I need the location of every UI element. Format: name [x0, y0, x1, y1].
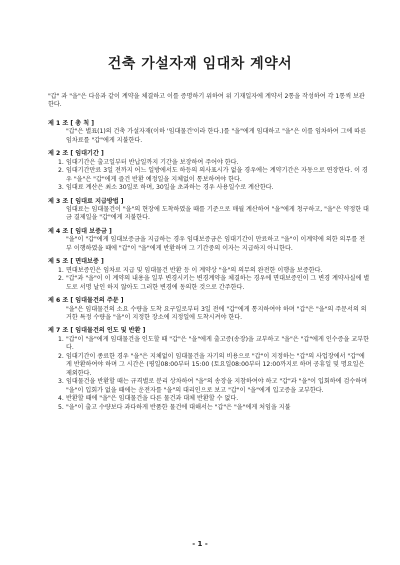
article-heading: 제 7 조 [ 임대물건의 인도 및 반환 ]	[48, 327, 146, 335]
list-item	[48, 167, 370, 184]
item-text: 임대기간은 출고일부터 반납일까지 기간을 보장하여 주어야 한다.	[66, 158, 239, 166]
item-text: 임대기간만료 3일 전까지 어느 일방에서도 하등의 의사표시가 없을 경우에는 계약기간은 자동으로 연장한다. 이 경우 "을"은 "갑"에게 즐건 반환 예정일을 지체없이 통보하여야 한다.	[66, 167, 368, 183]
article-heading: 제 4 조 [ 임대 보증금 ]	[48, 227, 112, 235]
list-item	[48, 267, 370, 275]
item-number: 5.	[58, 403, 64, 411]
item-text: 면대보증인은 임차료 지급 및 임대물건 반환 등 이 계약상 "을"의 의무의 완전한 이행을 보증한다.	[66, 266, 323, 274]
item-number: 4.	[58, 395, 64, 403]
list-item	[48, 336, 370, 353]
intro-paragraph: "갑" 과 "을"은 다음과 같이 계약을 체결하고 이를 증명하기 위하여 위 기재일자에 계약서 2통을 작성하여 각 1통씩 보관한다.	[48, 93, 365, 109]
list-item	[48, 275, 370, 292]
article-7	[48, 327, 370, 412]
article-5	[48, 258, 370, 292]
item-number: 2.	[58, 167, 64, 175]
item-number: 3.	[58, 378, 64, 386]
article-6	[48, 297, 370, 322]
item-number: 1.	[58, 158, 64, 166]
item-text: "을"이 출고 수량보다 과다하게 반품한 물건에 대해서는 "갑"은 "을"에게 처임을 지불	[66, 403, 291, 411]
item-number: 1.	[58, 335, 64, 343]
article-heading: 제 5 조 [ 면대보증 ]	[48, 258, 104, 266]
article-paragraph: "을"이 "갑"에게 임대보증금을 지급하는 경우 임대보증금은 임대기간이 만료하고 "을"이 이계약에 의한 의무를 전부 이행하였을 때에 "갑"이 "을"에게 반환하며 그 기간중의 이자는 지급하지 아니한다.	[66, 236, 366, 252]
article-heading: 제 6 조 [ 임대물건의 주문 ]	[48, 297, 124, 305]
article-heading: 제 2 조 [ 임대기간 ]	[48, 150, 104, 158]
list-item	[48, 378, 370, 395]
article-heading: 제 3 조 [ 임대료 지급방법 ]	[48, 197, 124, 205]
list-item	[48, 353, 370, 378]
item-number: 2.	[58, 275, 64, 283]
list-item	[48, 404, 370, 412]
page-number: - 1 -	[192, 540, 208, 548]
item-number: 1.	[58, 266, 64, 274]
item-text: 임대기간이 종료한 경우 "을"은 지체없이 임대물건을 자기의 비용으로 "갑"이 지정하는 "갑"의 사업장에서 "갑"에게 반환하여야 하며 그 시간은 (평일08:00부터 15:00 (토요일08:00부터 12:00까지로 하며 공휴일 및 명요일은 제외한다.	[66, 352, 365, 377]
article-paragraph: "갑"은 별표(1)의 건축 가설자재(이하 '임대물건'이라 한다.)를 "을"에게 임대하고 "을"은 이를 임차하여 그에 따른 임차료를 "갑"에게 지불한다.	[66, 128, 367, 144]
item-number: 2.	[58, 352, 64, 360]
article-2	[48, 150, 370, 192]
document-body	[48, 93, 370, 417]
list-item	[48, 159, 370, 167]
item-text: "갑"과 "을"이 이 계약의 내용을 일부 변경시키는 변경계약을 체결하는 경우에 면대보증인이 그 변경 계약사실에 별도로 서명 날인 하지 않아도 그러한 변경에 동의한 것으로 간주한다.	[66, 275, 370, 291]
article-paragraph: "을"은 임대물건의 소요 수량을 도착 요구일로부터 3일 전에 "갑"에게 통지하여야 하며 "갑"은 "을"의 주문서의 의거한 특정 수량을 "을"이 지정한 장소에 지정일에 도착시켜야 한다.	[66, 305, 367, 321]
list-item	[48, 395, 370, 403]
item-text: "갑"이 "을"에게 임대물건을 인도할 때 "갑"은 "을"에게 출고증(송장)을 교부하고 "을"은 "갑"에게 인수증을 교부한다.	[66, 335, 369, 352]
article-4	[48, 228, 370, 253]
article-3	[48, 198, 370, 223]
item-text: 반환할 때에 "을"은 임대물건을 다른 물건과 대체 반환할 수 없다.	[66, 395, 239, 403]
list-item	[48, 184, 370, 192]
item-text: 임대료 계산은 최소 30일로 하며, 30일을 초과하는 경우 사용일수로 계산한다.	[66, 184, 274, 192]
article-1	[48, 120, 370, 145]
item-number: 3.	[58, 184, 64, 192]
document-title: 건축 가설자재 임대차 계약서	[107, 56, 293, 72]
article-paragraph: 임대료는 임대물건이 "을"의 현장에 도착하였을 때를 기준으로 매월 계산하여 "을"에게 청구하고, "을"은 약정한 대금 결제일을 "갑"에게 지불한다.	[66, 205, 369, 222]
article-heading: 제 1 조 [ 총 칙 ]	[48, 119, 95, 127]
item-text: 임대물건을 반환할 때는 규격별로 분리 상차하여 "을"의 송장을 지참하여야 하고 "갑"과 "을"이 입회하에 검수하며 "을"이 입회가 없을 때에는 운전자를 "을"의 대리인으로 보고 "갑"이 "을"에게 입고증을 교부한다.	[66, 378, 368, 394]
